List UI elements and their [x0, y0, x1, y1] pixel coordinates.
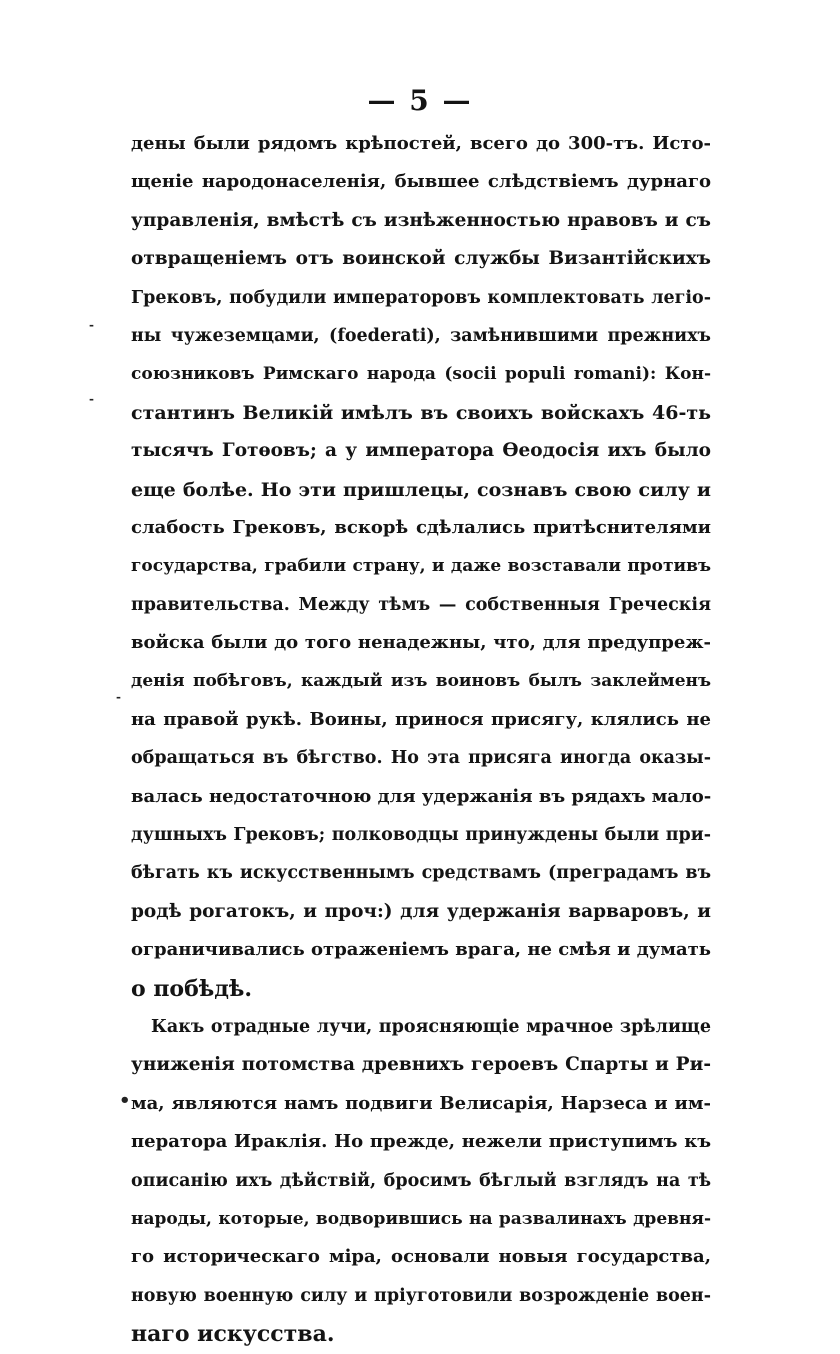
text-line: отвращеніемъ отъ воинской службы Византійскихъ	[131, 248, 711, 270]
text-line: щеніе народонаселенія, бывшее слѣдствіемъ дурнаго	[131, 171, 711, 193]
text-line: Какъ отрадные лучи, проясняющіе мрачное зрѣлище	[151, 1016, 711, 1037]
paragraph-2	[131, 1008, 711, 1354]
text-line: описанію ихъ дѣйствій, бросимъ бѣглый взглядъ на тѣ	[131, 1170, 711, 1191]
ink-speck: •	[119, 1090, 131, 1111]
text-line: управленія, вмѣстѣ съ изнѣженностью нравовъ и съ	[131, 209, 711, 231]
ink-speck: -	[89, 392, 94, 406]
text-line: народы, которые, водворившись на развалинахъ древня-	[131, 1208, 711, 1229]
text-line: на правой рукѣ. Воины, принося присягу, клялись не	[131, 708, 711, 730]
text-line: ны чужеземцами, (foederati), замѣнившими прежнихъ	[131, 325, 711, 346]
text-line: новую военную силу и пріуготовили возрожденіе воен-	[131, 1285, 711, 1306]
text-line: униженія потомства древнихъ героевъ Спарты и Ри-	[131, 1054, 711, 1076]
text-line: го историческаго міра, основали новыя государства,	[131, 1246, 711, 1268]
text-line: союзниковъ Римскаго народа (socii populi romani): Кон-	[131, 364, 711, 385]
text-line: государства, грабили страну, и даже возставали противъ	[131, 556, 711, 577]
text-line: войска были до того ненадежны, что, для предупреж-	[131, 632, 711, 654]
text-line: денія побѣговъ, каждый изъ воиновъ былъ заклейменъ	[131, 671, 711, 692]
text-line: валась недостаточною для удержанія въ рядахъ мало-	[131, 785, 712, 807]
ink-speck: -	[89, 318, 94, 332]
paragraph-1	[131, 125, 711, 1008]
text-line: правительства. Между тѣмъ — собственныя Греческія	[131, 594, 711, 615]
text-line: обращаться въ бѣгство. Но эта присяга иногда оказы-	[131, 748, 711, 769]
text-line: слабость Грековъ, вскорѣ сдѣлались притѣснителями	[131, 516, 711, 538]
text-line: стантинъ Великій имѣлъ въ своихъ войскахъ 46-ть	[131, 401, 711, 424]
text-line: родѣ рогатокъ, и проч:) для удержанія варваровъ, и	[131, 900, 711, 922]
text-line: еще болѣе. Но эти пришлецы, сознавъ свою силу и	[131, 478, 711, 501]
body-text	[131, 125, 711, 1354]
text-line: ператора Ираклія. Но прежде, нежели приступимъ къ	[131, 1131, 711, 1153]
text-line: наго искусства.	[131, 1321, 335, 1348]
text-line: о побѣдѣ.	[131, 975, 253, 1002]
text-line: ограничивались отраженіемъ врага, не смѣя и думать	[131, 939, 711, 961]
text-line: ма, являются намъ подвиги Велисарія, Нарзеса и им-	[131, 1092, 711, 1114]
text-line: душныхъ Грековъ; полководцы принуждены были при-	[131, 825, 711, 846]
text-line: тысячъ Готѳовъ; а у императора Ѳеодосія ихъ было	[131, 440, 711, 462]
text-line: Грековъ, побудили императоровъ комплектовать легіо-	[131, 287, 711, 308]
page-number: — 5 —	[367, 84, 473, 117]
text-line: дены были рядомъ крѣпостей, всего до 300-тъ. Исто-	[131, 133, 711, 154]
text-line: бѣгать къ искусственнымъ средствамъ (преградамъ въ	[131, 863, 711, 884]
ink-speck: -	[116, 690, 121, 704]
